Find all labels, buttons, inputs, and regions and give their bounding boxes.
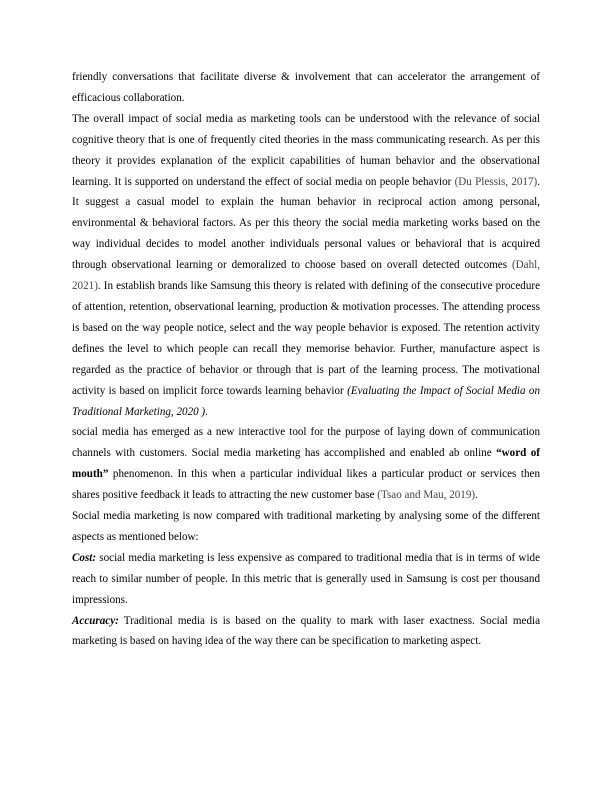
paragraph-cost: [72, 548, 540, 611]
paragraph-accuracy: [72, 611, 540, 653]
paragraph-text: phenomenon. In this when a particular individual likes a particular product or services then shares positive feedback it leads to attracting the new customer base: [72, 468, 540, 502]
paragraph-text: Traditional media is is based on the quality to mark with laser exactness. Social media marketing is based on having idea of the way there can be specification to marketing aspect.: [72, 614, 540, 648]
bold-phrase: “word of mouth”: [72, 447, 540, 481]
accuracy-label: Accuracy:: [72, 614, 119, 627]
document-page: [72, 67, 540, 652]
paragraph-text: friendly conversations that facilitate diverse & involvement that can accelerator the arrangement of efficacious collaboration.: [72, 71, 540, 104]
citation-italic: (Evaluating the Impact of Social Media on Traditional Marketing, 2020 ): [72, 384, 540, 418]
paragraph-text: .: [475, 489, 478, 502]
cost-label: Cost:: [72, 551, 97, 564]
citation: (Du Plessis, 2017): [454, 175, 538, 188]
paragraph-word-of-mouth: [72, 422, 540, 506]
paragraph-text: .: [205, 405, 208, 418]
paragraph-text: social media has emerged as a new interactive tool for the purpose of laying down of communication channels with customers. Social media marketing has accomplished and enabled ab online: [72, 426, 540, 460]
paragraph-text: . In establish brands like Samsung this theory is related with defining of the consecutive procedure of attention, retention, observational learning, production & motivation processes. The attending process is based on the way people notice, select and the way people behavior is exposed. The retention activity defines the level to which people can recall they memorise behavior. Further, manufacture aspect is regarded as the practice of behavior or through that is part of the learning process. The motivational activity is based on implicit force towards learning behavior: [72, 280, 540, 397]
citation: (Dahl, 2021): [72, 259, 540, 293]
paragraph-text: . It suggest a casual model to explain the human behavior in reciprocal action among personal, environmental & behavioral factors. As per this theory the social media marketing works based on the way individual decides to model another individuals personal values or behavioral that is acquired through observational learning or demoralized to choose based on overall detected outcomes: [72, 175, 540, 272]
citation: (Tsao and Mau, 2019): [377, 489, 476, 502]
paragraph-collaboration: [72, 67, 540, 109]
paragraph-text: Social media marketing is now compared with traditional marketing by analysing some of the different aspects as mentioned below:: [72, 510, 540, 543]
paragraph-comparison-intro: [72, 506, 540, 548]
paragraph-text: social media marketing is less expensive as compared to traditional media that is in terms of wide reach to similar number of people. In this metric that is generally used in Samsung is cost per thousand impressions.: [72, 551, 540, 606]
paragraph-text: The overall impact of social media as marketing tools can be understood with the relevance of social cognitive theory that is one of frequently cited theories in the mass communicating research. As per this theory it provides explanation of the explicit capabilities of human behavior and the observational learning. It is supported on understand the effect of social media on people behavior: [72, 112, 540, 188]
paragraph-social-cognitive-theory: [72, 109, 540, 423]
